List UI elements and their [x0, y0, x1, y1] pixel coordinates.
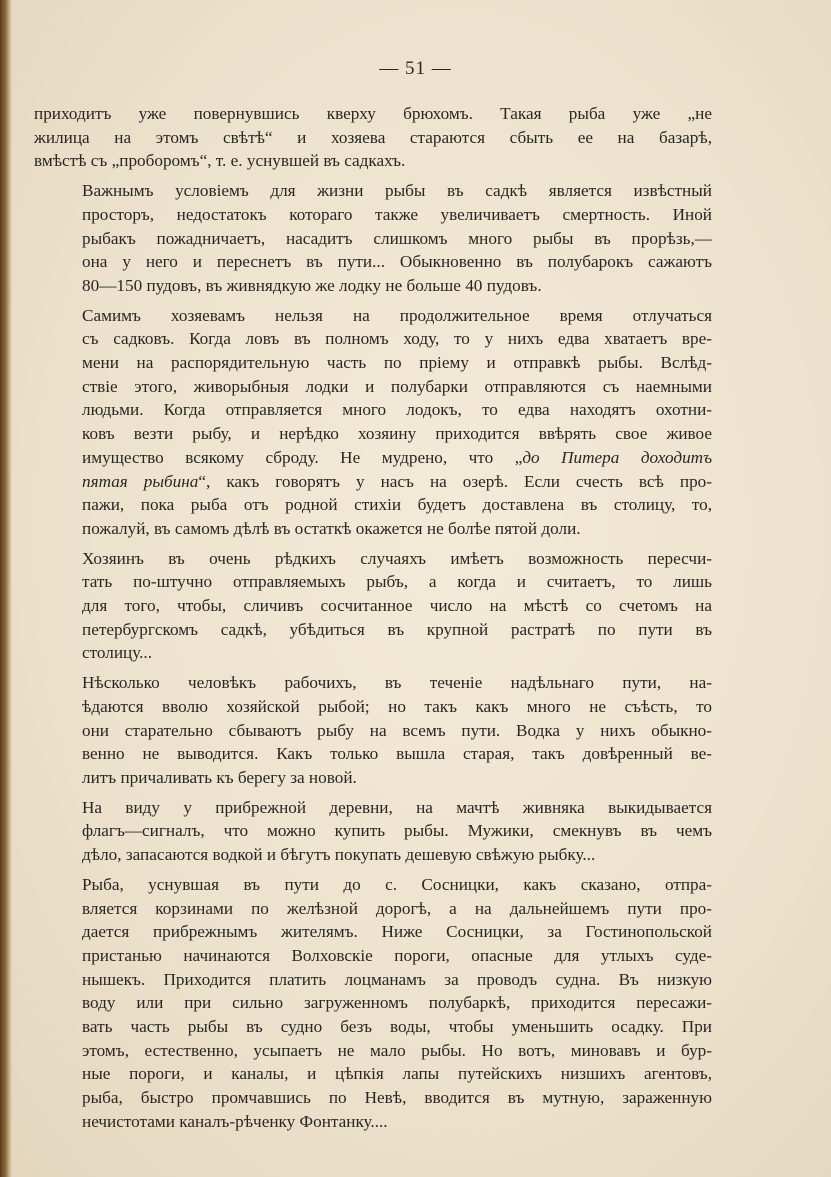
text-line: нышекъ. Приходится платить лоцманамъ за проводъ судна. Въ низкую — [82, 969, 712, 989]
text-line: ные пороги, и каналы, и цѣпкія лапы путейскихъ низшихъ агентовъ, — [82, 1064, 712, 1084]
text-line: людьми. Когда отправляется много лодокъ, то едва находятъ охотни- — [82, 400, 712, 420]
text-line: столицу... — [82, 643, 153, 663]
text-line: рыба, быстро промчавшись по Невѣ, вводится въ мутную, зараженную — [82, 1088, 712, 1108]
text-line: венно не выводится. Какъ только вышла старая, такъ довѣренный ве- — [82, 744, 712, 764]
text-line: тать по-штучно отправляемыхъ рыбъ, а когда и считаетъ, то лишь — [82, 572, 712, 592]
text-line: вать часть рыбы въ судно безъ воды, чтобы уменьшить осадку. При — [82, 1017, 712, 1037]
text-line: ствіе этого, живорыбныя лодки и полубарки отправляются съ наемными — [82, 376, 712, 396]
paragraph-7 — [34, 873, 712, 1134]
text-line: петербургскомъ садкѣ, убѣдиться въ крупной растратѣ по пути въ — [82, 619, 712, 639]
text-line: воду или при сильно загруженномъ полубаркѣ, приходится пересажи- — [82, 993, 712, 1013]
text-line: приходитъ уже повернувшись кверху брюхомъ. Такая рыба уже „не — [34, 104, 712, 123]
text-line: для того, чтобы, сличивъ сосчитанное число на мѣстѣ со счетомъ на — [82, 596, 712, 616]
text-line: мени на распорядительную часть по пріему и отправкѣ рыбы. Вслѣд- — [82, 353, 712, 373]
text-line: пристанью начинаются Волховскіе пороги, опасные для утлыхъ суде- — [82, 945, 712, 965]
paragraph-6 — [34, 796, 712, 867]
text-line: этомъ, естественно, усыпаетъ не мало рыбы. Но вотъ, миновавъ и бур- — [82, 1040, 712, 1060]
quote-suffix: “, какъ говорятъ у насъ на озерѣ. Если счесть всѣ про- — [198, 471, 712, 491]
text-line: литъ причаливать къ берегу за новой. — [82, 767, 357, 787]
text-line: они старательно сбываютъ рыбу на всемъ пути. Водка у нихъ обыкно- — [82, 720, 712, 740]
text-line: Рыба, уснувшая въ пути до с. Сосницки, какъ сказано, отпра- — [82, 874, 712, 894]
body-text — [34, 102, 712, 1134]
quote-prefix: имущество всякому сброду. Не мудрено, что „ — [82, 447, 523, 467]
text-line: На виду у прибрежной деревни, на мачтѣ живняка выкидывается — [82, 797, 712, 817]
text-line-with-quote — [34, 446, 712, 470]
text-line: Самимъ хозяевамъ нельзя на продолжительное время отлучаться — [82, 305, 712, 325]
text-line: она у него и переснетъ въ пути... Обыкновенно въ полубарокъ сажаютъ — [82, 252, 712, 272]
page-number: — 51 — — [379, 58, 452, 79]
text-line: Важнымъ условіемъ для жизни рыбы въ садкѣ является извѣстный — [82, 181, 712, 201]
page-binding-edge — [0, 0, 12, 1177]
text-line: просторъ, недостатокъ котораго также увеличиваетъ смертность. Иной — [82, 204, 712, 224]
text-line: 80—150 пудовъ, въ живнядкую же лодку не больше 40 пудовъ. — [82, 275, 542, 295]
text-line: дѣло, запасаются водкой и бѣгутъ покупать дешевую свѣжую рыбку... — [82, 845, 596, 865]
text-line: вмѣстѣ съ „проборомъ“, т. е. уснувшей въ садкахъ. — [34, 151, 406, 171]
paragraph-5 — [34, 671, 712, 790]
text-line: нечистотами каналъ-рѣченку Фонтанку.... — [82, 1111, 388, 1131]
paragraph-3 — [34, 304, 712, 541]
paragraph-2 — [34, 179, 712, 298]
text-line: вляется корзинами по желѣзной дорогѣ, а на дальнейшемъ пути про- — [82, 898, 712, 918]
text-line: рыбакъ пожадничаетъ, насадитъ слишкомъ много рыбы въ прорѣзь,— — [82, 228, 712, 248]
text-line: ковъ везти рыбу, и нерѣдко хозяину приходится ввѣрять свое живое — [82, 424, 712, 444]
paragraph-4 — [34, 547, 712, 666]
text-line: пажи, пока рыба отъ родной стихіи будетъ доставлена въ столицу, то, — [82, 495, 712, 515]
text-line: флагъ—сигналъ, что можно купить рыбы. Мужики, смекнувъ въ чемъ — [82, 821, 712, 841]
text-line: Хозяинъ въ очень рѣдкихъ случаяхъ имѣетъ возможность пересчи- — [82, 548, 712, 568]
text-line: пожалуй, въ самомъ дѣлѣ въ остаткѣ окажется не болѣе пятой доли. — [82, 518, 581, 538]
italic-quote-part-1: до Питера доходитъ — [522, 447, 712, 467]
text-line: дается прибрежнымъ жителямъ. Ниже Сосницки, за Гостинопольской — [82, 922, 712, 942]
text-line: съ садковъ. Когда ловъ въ полномъ ходу, то у нихъ едва хватаетъ вре- — [82, 329, 712, 349]
text-line: Нѣсколько человѣкъ рабочихъ, въ теченіе надѣльнаго пути, на- — [82, 673, 712, 693]
italic-quote-part-2: пятая рыбина — [82, 471, 199, 491]
text-line: жилица на этомъ свѣтѣ“ и хозяева стараются сбыть ее на базарѣ, — [34, 127, 712, 147]
text-line-with-quote — [34, 470, 712, 494]
text-line: ѣдаются вволю хозяйской рыбой; но такъ какъ много не съѣсть, то — [82, 696, 712, 716]
paragraph-1 — [34, 102, 712, 173]
